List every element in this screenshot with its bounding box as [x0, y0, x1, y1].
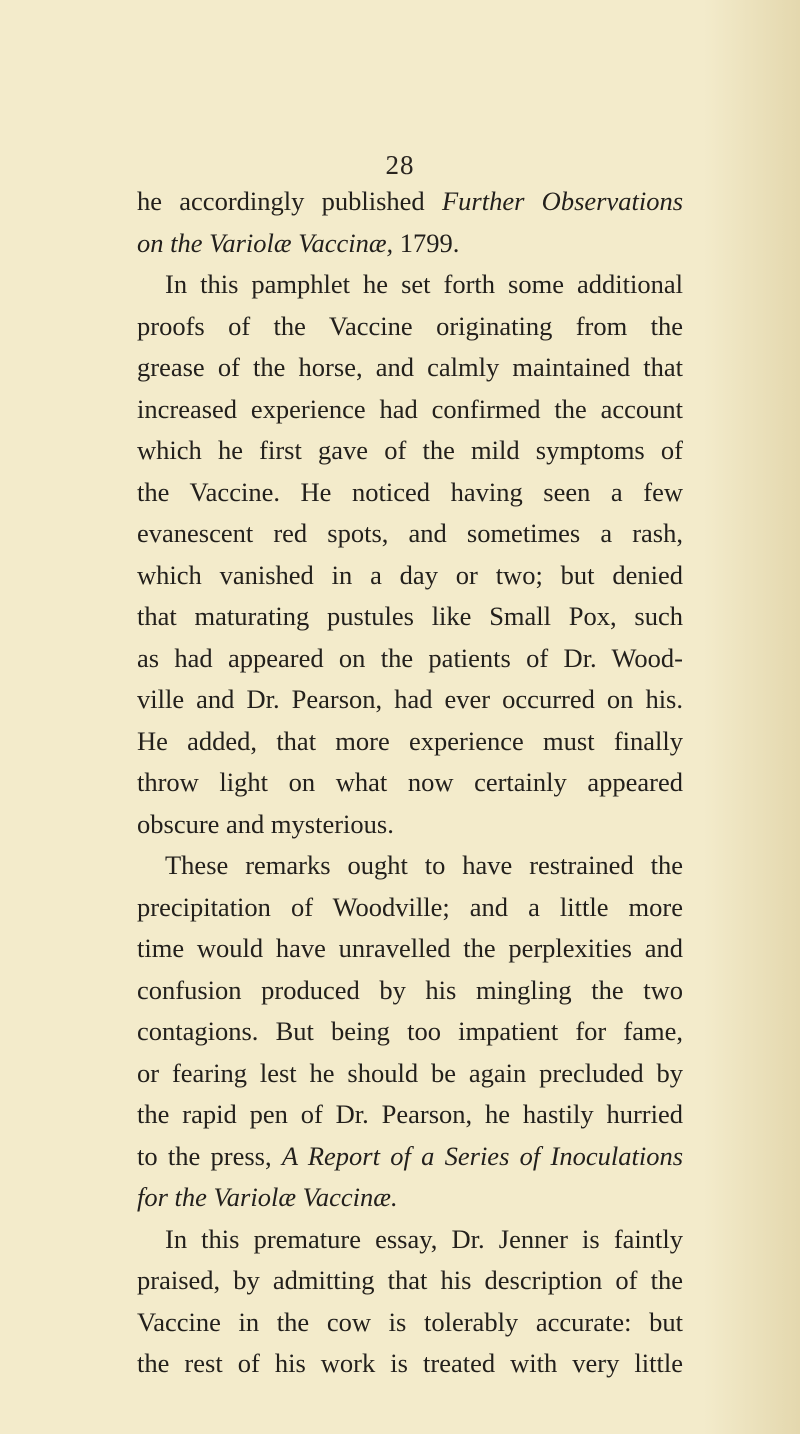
italic-text: A Report of a Series of Inoculations	[281, 1140, 684, 1171]
text-segment: praised, by admitting that his description of the	[137, 1265, 683, 1295]
text-segment: proofs of the Vaccine originating from the	[137, 310, 683, 341]
text-line	[137, 845, 683, 887]
text-line	[137, 513, 683, 555]
text-line	[137, 596, 683, 638]
text-line	[137, 970, 683, 1012]
text-segment: which vanished in a day or two; but denied	[137, 559, 683, 590]
text-segment: evanescent red spots, and sometimes a rash,	[137, 518, 683, 548]
text-segment: contagions. But being too impatient for fame,	[137, 1016, 683, 1046]
text-line	[137, 555, 683, 597]
text-line	[137, 430, 683, 472]
text-segment: to the press,	[137, 1140, 282, 1171]
text-line	[137, 389, 683, 431]
text-segment: he accordingly published	[137, 186, 442, 216]
italic-text: on the Variolæ Vaccinæ,	[137, 227, 394, 258]
text-line	[137, 1177, 683, 1219]
text-segment: These remarks ought to have restrained the	[165, 850, 683, 880]
text-line	[137, 1136, 683, 1178]
text-line	[137, 264, 683, 306]
text-line	[137, 1011, 683, 1053]
text-segment: 1799.	[393, 227, 460, 258]
text-segment: In this pamphlet he set forth some additional	[165, 269, 683, 299]
text-line	[137, 887, 683, 929]
text-segment: as had appeared on the patients of Dr. Wood-	[137, 642, 683, 673]
text-segment: throw light on what now certainly appeared	[137, 767, 683, 797]
text-line	[137, 1219, 683, 1261]
text-line	[137, 762, 683, 804]
body-text	[137, 181, 683, 1385]
text-line	[137, 679, 683, 721]
text-segment: the rapid pen of Dr. Pearson, he hastily hurried	[137, 1099, 683, 1129]
text-line	[137, 804, 683, 846]
text-line	[137, 181, 683, 223]
text-segment: or fearing lest he should be again precluded by	[137, 1057, 683, 1088]
text-segment: obscure and mysterious.	[137, 808, 394, 839]
text-line	[137, 306, 683, 348]
text-line	[137, 1343, 683, 1385]
text-segment: He added, that more experience must finally	[137, 725, 683, 756]
text-line	[137, 347, 683, 389]
text-line	[137, 638, 683, 680]
text-line	[137, 223, 683, 265]
text-segment: precipitation of Woodville; and a little more	[137, 891, 683, 922]
text-segment: that maturating pustules like Small Pox, such	[137, 601, 683, 631]
text-line	[137, 1260, 683, 1302]
text-segment: time would have unravelled the perplexities and	[137, 933, 683, 963]
text-segment: ville and Dr. Pearson, had ever occurred on his.	[137, 684, 683, 714]
page-number: 28	[385, 150, 415, 180]
italic-text: for the Variolæ Vaccinæ.	[137, 1182, 398, 1212]
text-segment: the rest of his work is treated with very little	[137, 1348, 683, 1378]
text-line	[137, 1053, 683, 1095]
text-line	[137, 1302, 683, 1344]
text-segment: which he first gave of the mild symptoms of	[137, 435, 683, 465]
text-segment: In this premature essay, Dr. Jenner is faintly	[165, 1223, 683, 1254]
text-line	[137, 472, 683, 514]
text-line	[137, 928, 683, 970]
text-line	[137, 721, 683, 763]
text-segment: increased experience had confirmed the account	[137, 393, 683, 424]
text-segment: the Vaccine. He noticed having seen a few	[137, 476, 683, 507]
text-segment: confusion produced by his mingling the two	[137, 974, 683, 1005]
text-segment: grease of the horse, and calmly maintained that	[137, 352, 683, 382]
italic-text: Further Observations	[441, 186, 684, 216]
text-line	[137, 1094, 683, 1136]
text-segment: Vaccine in the cow is tolerably accurate: but	[137, 1306, 683, 1337]
